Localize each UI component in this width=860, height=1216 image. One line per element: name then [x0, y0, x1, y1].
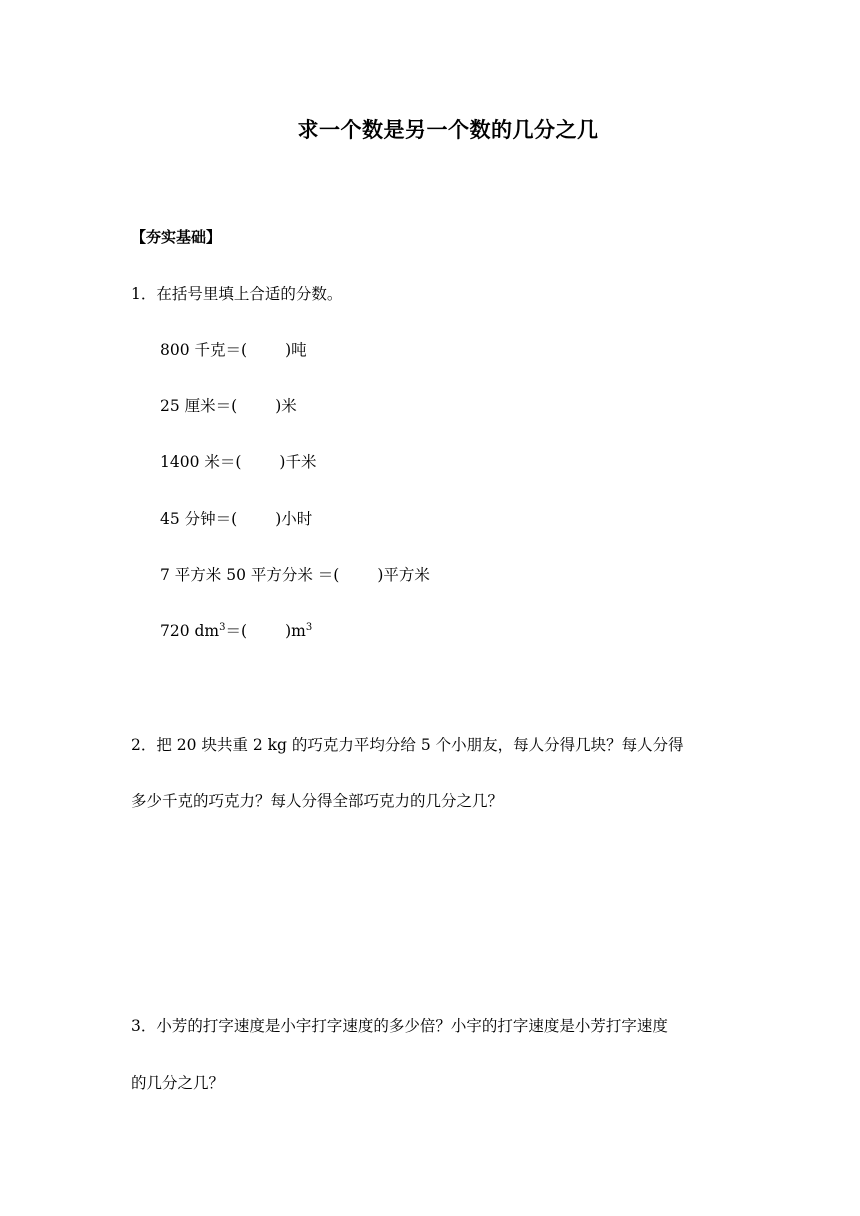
item-left-equals: ＝(: [225, 622, 248, 640]
question-2-line-1: 2．把 20 块共重 2 kg 的巧克力平均分给 5 个小朋友，每人分得几块？每人分得: [131, 736, 684, 754]
item-left-text: 25 厘米＝(: [160, 397, 238, 415]
conversion-item-m-to-km: [160, 450, 316, 472]
question-1-prompt: 1．在括号里填上合适的分数。: [131, 285, 343, 303]
item-left-text: 720 dm: [160, 622, 220, 640]
item-right-text: )小时: [275, 510, 313, 528]
question-3-line-1: 3．小芳的打字速度是小宇打字速度的多少倍？小宇的打字速度是小芳打字速度: [131, 1017, 668, 1035]
item-right-text: )吨: [285, 341, 307, 359]
section-header: 【夯实基础】: [131, 228, 222, 246]
conversion-item-min-to-hour: [160, 507, 312, 529]
question-3-line-2: 的几分之几？: [131, 1074, 225, 1092]
item-left-text: 7 平方米 50 平方分米 ＝(: [160, 566, 340, 584]
conversion-item-kg-to-ton: [160, 338, 307, 360]
item-left-text: 45 分钟＝(: [160, 510, 238, 528]
superscript: 3: [219, 622, 226, 633]
item-right-text: )m: [285, 622, 306, 640]
superscript: 3: [305, 622, 313, 633]
conversion-item-volume: [160, 619, 312, 641]
conversion-item-area: [160, 563, 430, 585]
page-title: 求一个数是另一个数的几分之几: [297, 118, 599, 142]
question-2-line-2: 多少千克的巧克力？每人分得全部巧克力的几分之几？: [131, 792, 504, 810]
item-right-text: )千米: [279, 453, 317, 471]
item-left-text: 1400 米＝(: [160, 453, 242, 471]
item-right-text: )平方米: [377, 566, 430, 584]
item-left-text: 800 千克＝(: [160, 341, 248, 359]
conversion-item-cm-to-m: [160, 394, 297, 416]
item-right-text: )米: [275, 397, 297, 415]
